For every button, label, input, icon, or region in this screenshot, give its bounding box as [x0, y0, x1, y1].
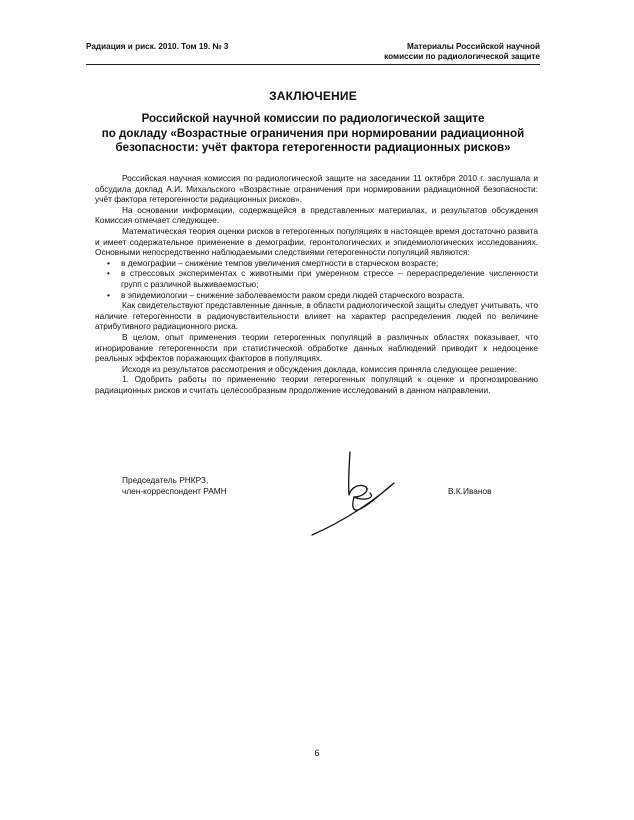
signatory-role-line2: член-корреспондент РАМН — [122, 486, 227, 496]
section-header — [384, 42, 540, 62]
paragraph-theory: Математическая теория оценки рисков в гетерогенных популяциях в настоящее время достаточно развита и имеет содержательное применение в демографии, геронтологических и эпидемиологических исследованиях. Основными непосредственно наблюдаемыми следствиями гетерогенности популяций являются: — [95, 225, 538, 258]
list-item-text: в эпидемиологии – снижение заболеваемости раком среди людей старческого возраста. — [121, 289, 465, 300]
paragraph-decision-intro: Исходя из результатов рассмотрения и обсуждения доклада, комиссия приняла следующее решение: — [122, 363, 517, 374]
signature-stroke-lower — [312, 483, 394, 535]
paragraph-intro: Российская научная комиссия по радиологической защите на заседании 11 октября 2010 г. заслушала и обсудила доклад А.И. Михальского «Возрастные ограничения при нормировании радиационной безопасности: учёт фактора гетерогенности радиационных рисков». — [95, 173, 538, 205]
paragraph-basis: На основании информации, содержащейся в представленных материалах, и результатов обсуждения Комиссия отмечает следующее. — [95, 204, 538, 226]
bullet-icon: • — [107, 257, 110, 268]
document-body — [95, 173, 538, 395]
journal-header: Радиация и риск. 2010. Том 19. № 3 — [86, 42, 229, 51]
subtitle-line1: Российской научной комиссии по радиологической защите — [141, 112, 485, 125]
paragraph-overall: В целом, опыт применения теории гетерогенных популяций в различных областях показывает, что игнорирование гетерогенности при статистической обработке данных наблюдений приводит к недооценке реальных эффектов поражающих факторов в популяциях. — [95, 331, 538, 364]
section-header-line2: комиссии по радиологической защите — [384, 52, 540, 61]
signatory-role-line1: Председатель РНКРЗ, — [122, 475, 209, 485]
subtitle-line2: по докладу «Возрастные ограничения при нормировании радиационной — [101, 126, 525, 140]
signature-stroke-upper — [349, 452, 372, 499]
list-item — [95, 258, 538, 269]
section-header-line1: Материалы Российской научной — [406, 42, 540, 51]
bullet-icon: • — [107, 268, 110, 279]
signatory-name: В.К.Иванов — [448, 486, 492, 496]
list-item-text: в стрессовых экспериментах с животными при умеренном стрессе – перераспределение численности групп с различной выживаемостью; — [121, 268, 538, 289]
paragraph-evidence: Как свидетельствуют представленные данные, в области радиологической защиты следует учитывать, что наличие гетерогенности в радиочувствительности влияет на характер распределения людей по величине атрибутивного радиационного риска. — [95, 300, 538, 332]
document-title: ЗАКЛЮЧЕНИЕ — [269, 89, 357, 103]
bullet-icon: • — [107, 289, 110, 300]
consequences-list — [95, 258, 538, 300]
list-item — [95, 268, 538, 289]
page-number: 6 — [314, 748, 320, 758]
subtitle-line3: безопасности: учёт фактора гетерогенности радиационных рисков» — [115, 141, 511, 154]
document-subtitle — [86, 112, 540, 156]
list-item — [95, 290, 538, 301]
list-item-text: в демографии – снижение темпов увеличения смертности в старческом возрасте; — [121, 257, 439, 268]
signatory-title — [122, 475, 227, 497]
header-divider — [86, 64, 540, 65]
paragraph-decision-item: 1. Одобрить работы по применению теории гетерогенных популяций к оценке и прогнозированию радиационных рисков и считать целесообразным продолжение исследований в данном направлении. — [95, 374, 538, 395]
handwritten-signature — [300, 447, 450, 542]
